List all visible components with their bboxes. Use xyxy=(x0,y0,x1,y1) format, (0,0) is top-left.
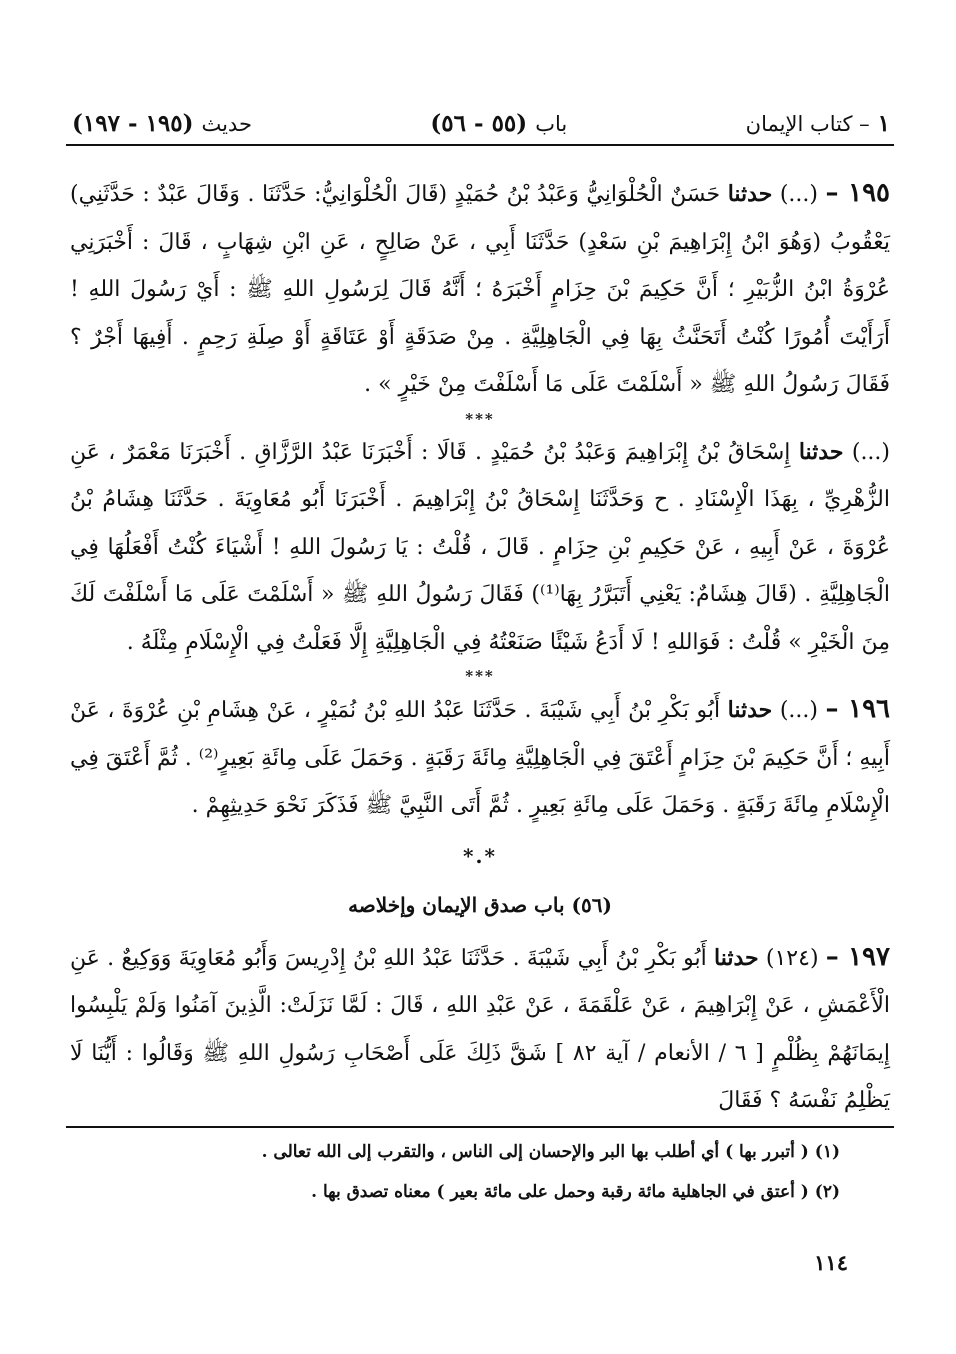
hadith-keyword: حدثنا xyxy=(727,181,773,207)
hadith-text: أَبُو بَكْرِ بْنُ أَبِي شَيْبَةَ . حَدَّثَنَا عَبْدُ اللهِ بْنُ إِدْرِيسَ وَأَبُو مُعَاوِيَةَ وَوَكِيعٌ . عَنِ الْأَعْمَشِ ، عَنْ إِبْرَاهِيمَ ، عَنْ عَلْقَمَةَ ، عَنْ عَبْدِ اللهِ ، قَالَ : لَمَّا نَزَلَتْ: الَّذِينَ آمَنُوا وَلَمْ يَلْبِسُوا إِيمَانَهُمْ بِظُلْمٍ [ ٦ / الأنعام / آية ٨٢ ] شَقَّ ذَلِكَ عَلَى أَصْحَابِ رَسُولِ اللهِ ﷺ وَقَالُوا : أَيُّنَا لَا يَظْلِمُ نَفْسَهُ ؟ فَقَالَ xyxy=(70,945,890,1113)
hadith-text: أَبُو بَكْرِ بْنُ أَبِي شَيْبَةَ . حَدَّثَنَا عَبْدُ اللهِ بْنُ نُمَيْرٍ ، عَنْ هِشَامِ بْنِ عُرْوَةَ ، عَنْ أَبِيهِ ؛ أَنَّ حَكِيمَ بْنَ حِزَامٍ أَعْتَقَ فِي الْجَاهِلِيَّةِ مِائَةَ رَقَبَةٍ . وَحَمَلَ عَلَى مِائَةِ بَعِيرٍ⁽²⁾ . ثُمَّ أَعْتَقَ فِي الْإِسْلَامِ مِائَةَ رَقَبَةٍ . وَحَمَلَ عَلَى مِائَةِ بَعِيرٍ . ثُمَّ أَتَى النَّبِيَّ ﷺ فَذَكَرَ نَحْوَ حَدِيثِهِمْ . xyxy=(69,698,890,818)
hadith-range: (١٩٥ - ١٩٧) xyxy=(72,109,194,137)
bab-label: باب xyxy=(535,111,568,136)
bab-range: (٥٥ - ٥٦) xyxy=(430,109,528,137)
header-hadith xyxy=(72,110,252,137)
hadith-paragraph xyxy=(70,429,890,667)
footnote-rule xyxy=(66,1126,894,1128)
hadith-text: حَسَنٌ الْحُلْوَانِيُّ وَعَبْدُ بْنُ حُمَيْدٍ (قَالَ الْحُلْوَانِيُّ: حَدَّثَنَا . وَقَالَ عَبْدٌ : حَدَّثَنِي) يَعْقُوبُ (وَهُوَ ابْنُ إِبْرَاهِيمَ بْنِ سَعْدٍ) حَدَّثَنَا أَبِي ، عَنْ صَالِحٍ ، عَنِ ابْنِ شِهَابٍ ، قَالَ : أَخْبَرَنِي عُرْوَةُ ابْنُ الزُّبَيْرِ ؛ أَنَّ حَكِيمَ بْنَ حِزَامٍ أَخْبَرَهُ ؛ أَنَّهُ قَالَ لِرَسُولِ اللهِ ﷺ : أَيْ رَسُولَ اللهِ ! أَرَأَيْتَ أُمُورًا كُنْتُ أَتَحَنَّثُ بِهَا فِي الْجَاهِلِيَّةِ . مِنْ صَدَقَةٍ أَوْ عَتَاقَةٍ أَوْ صِلَةِ رَحِمٍ . أَفِيهَا أَجْرٌ ؟ فَقَالَ رَسُولُ اللهِ ﷺ « أَسْلَمْتَ عَلَى مَا أَسْلَفْتَ مِنْ خَيْرٍ » . xyxy=(70,182,890,397)
stars-separator: *** xyxy=(465,667,495,685)
footnotes xyxy=(90,1132,840,1212)
header-book xyxy=(746,110,890,137)
page-number: ١١٤ xyxy=(814,1250,848,1275)
hadith-paragraph xyxy=(70,686,890,830)
hadith-paragraph xyxy=(70,170,890,409)
hadith-label: حديث xyxy=(201,111,252,136)
running-header xyxy=(72,108,890,138)
chapter-title: (٥٦) باب صدق الإيمان وإخلاصه xyxy=(348,892,612,917)
hadith-keyword: حدثنا xyxy=(798,438,844,465)
header-bab xyxy=(430,110,567,137)
hadith-ref: (١٢٤) xyxy=(765,945,819,971)
section-ornament: *.* xyxy=(463,843,497,868)
hadith-text: إِسْحَاقُ بْنُ إِبْرَاهِيمَ وَعَبْدُ بْنُ حُمَيْدٍ . قَالَا : أَخْبَرَنَا عَبْدُ الرَّزَّاقِ . أَخْبَرَنَا مَعْمَرٌ ، عَنِ الزُّهْرِيِّ ، بِهَذَا الْإِسْنَادِ . ح وَحَدَّثَنَا إِسْحَاقُ بْنُ إِبْرَاهِيمَ . أَخْبَرَنَا أَبُو مُعَاوِيَةَ . حَدَّثَنَا هِشَامُ بْنُ عُرْوَةَ ، عَنْ أَبِيهِ ، عَنْ حَكِيمِ بْنِ حِزَامٍ . قَالَ ، قُلْتُ : يَا رَسُولَ اللهِ ! أَشْيَاءَ كُنْتُ أَفْعَلُهَا فِي الْجَاهِلِيَّةِ . (قَالَ هِشَامٌ: يَعْنِي أَتَبَرَّرُ بِهَا⁽¹⁾) فَقَالَ رَسُولُ اللهِ ﷺ « أَسْلَمْتَ عَلَى مَا أَسْلَفْتَ لَكَ مِنَ الْخَيْرِ » قُلْتُ : فَوَاللهِ ! لَا أَدَعُ شَيْئًا صَنَعْتُهُ فِي الْجَاهِلِيَّةِ إِلَّا فَعَلْتُ فِي الْإِسْلَامِ مِثْلَهُ . xyxy=(70,439,890,655)
book-number: ١ xyxy=(877,109,890,137)
hadith-keyword: حدثنا xyxy=(727,697,773,723)
hadith-ref: (...) xyxy=(851,439,891,465)
hadith-number: ١٩٦ – xyxy=(825,694,891,724)
book-title: – كتاب الإيمان xyxy=(745,111,870,136)
footnote: (١) ( أتبرر بها ) أي أطلب بها البر والإحسان إلى الناس ، والتقرب إلى الله تعالى . xyxy=(261,1142,840,1162)
hadith-keyword: حدثنا xyxy=(714,944,759,971)
hadith-ref: (...) xyxy=(779,698,818,723)
hadith-number: ١٩٥ – xyxy=(825,178,891,208)
hadith-ref: (...) xyxy=(779,182,818,207)
footnote: (٢) ( أعتق في الجاهلية مائة رقبة وحمل على مائة بعير ) معناه تصدق بها . xyxy=(311,1182,840,1202)
stars-separator: *** xyxy=(465,409,495,428)
main-text xyxy=(70,170,890,1125)
hadith-paragraph xyxy=(70,934,890,1125)
hadith-number: ١٩٧ – xyxy=(825,941,890,972)
header-rule xyxy=(66,144,894,146)
